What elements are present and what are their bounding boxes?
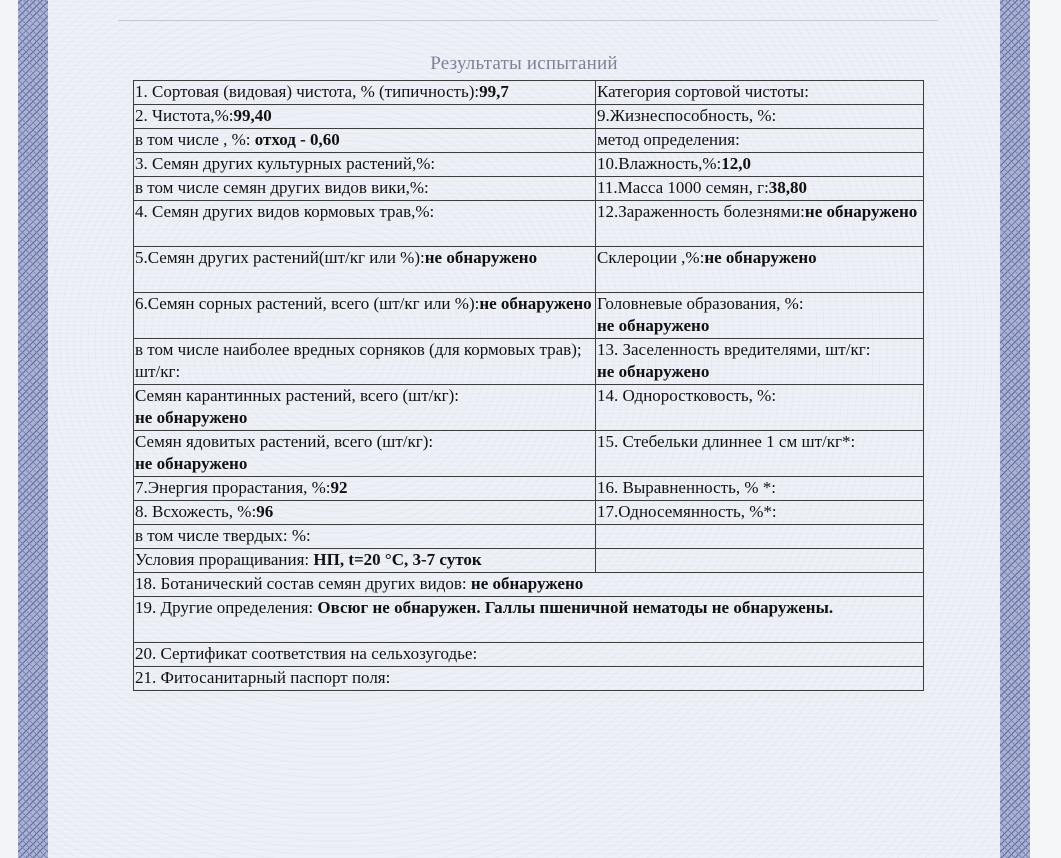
cell-empty [596, 549, 924, 573]
cell-other-plants: 5.Семян других растений(шт/кг или %):не обнаружено [134, 247, 596, 293]
cell-conformity-certificate: 20. Сертификат соответствия на сельхозугодье: [134, 643, 924, 667]
cell-weed-seeds: 6.Семян сорных растений, всего (шт/кг или %):не обнаружено [134, 293, 596, 339]
cell-germination: 8. Всхожесть, %:96 [134, 501, 596, 525]
cell-waste: в том числе , %: отход - 0,60 [134, 129, 596, 153]
cell-harmful-weeds: в том числе наиболее вредных сорняков (для кормовых трав); шт/кг: [134, 339, 596, 385]
cell-method: метод определения: [596, 129, 924, 153]
page-edge-right [1030, 0, 1061, 858]
table-row [134, 431, 924, 477]
cell-other-determinations: 19. Другие определения: Овсюг не обнаружен. Галлы пшеничной нематоды не обнаружены. [134, 597, 924, 643]
cell-disease-infection: 12.Зараженность болезнями:не обнаружено [596, 201, 924, 247]
table-row [134, 129, 924, 153]
cell-moisture: 10.Влажность,%:12,0 [596, 153, 924, 177]
top-rule [118, 20, 938, 21]
cell-empty [596, 525, 924, 549]
cell-germination-conditions: Условия проращивания: НП, t=20 °С, 3-7 суток [134, 549, 596, 573]
cell-purity: 2. Чистота,%:99,40 [134, 105, 596, 129]
table-row [134, 667, 924, 691]
results-table [133, 80, 924, 691]
cell-phytosanitary-passport: 21. Фитосанитарный паспорт поля: [134, 667, 924, 691]
table-row [134, 293, 924, 339]
table-row [134, 597, 924, 643]
cell-pest-infestation: 13. Заселенность вредителями, шт/кг: не обнаружено [596, 339, 924, 385]
table-row [134, 501, 924, 525]
cell-single-sprout: 14. Однoростковость, %: [596, 385, 924, 431]
table-row [134, 573, 924, 597]
table-row [134, 201, 924, 247]
table-row [134, 385, 924, 431]
cell-quarantine-plants: Семян карантинных растений, всего (шт/кг): не обнаружено [134, 385, 596, 431]
table-row [134, 105, 924, 129]
page-title: Результаты испытаний [430, 53, 618, 74]
page-edge-left [0, 0, 18, 858]
table-row [134, 643, 924, 667]
ornamental-border-left [18, 0, 48, 858]
certificate-page [48, 0, 1000, 858]
table-row [134, 247, 924, 293]
table-row [134, 525, 924, 549]
cell-other-crops: 3. Семян других культурных растений,%: [134, 153, 596, 177]
cell-botanical-composition: 18. Ботанический состав семян других видов: не обнаружено [134, 573, 924, 597]
cell-evenness: 16. Выравненность, % *: [596, 477, 924, 501]
cell-stalks-longer: 15. Стебельки длиннее 1 см шт/кг*: [596, 431, 924, 477]
table-row [134, 339, 924, 385]
cell-viability: 9.Жизнеспособность, %: [596, 105, 924, 129]
cell-sort-purity: 1. Сортовая (видовая) чистота, % (типичность):99,7 [134, 81, 596, 105]
cell-poisonous-plants: Семян ядовитых растений, всего (шт/кг): не обнаружено [134, 431, 596, 477]
cell-sclerotia: Склероции ,%:не обнаружено [596, 247, 924, 293]
cell-other-forage-grasses: 4. Семян других видов кормовых трав,%: [134, 201, 596, 247]
cell-hard-seeds: в том числе твердых: %: [134, 525, 596, 549]
cell-purity-category: Категория сортовой чистоты: [596, 81, 924, 105]
table-row [134, 177, 924, 201]
cell-other-vetch: в том числе семян других видов вики,%: [134, 177, 596, 201]
table-row [134, 549, 924, 573]
cell-thousand-seed-mass: 11.Масса 1000 семян, г:38,80 [596, 177, 924, 201]
table-row [134, 477, 924, 501]
table-row [134, 81, 924, 105]
cell-germination-energy: 7.Энергия прорастания, %:92 [134, 477, 596, 501]
cell-smut-formations: Головневые образования, %: не обнаружено [596, 293, 924, 339]
cell-monogermity: 17.Односемянность, %*: [596, 501, 924, 525]
table-row [134, 153, 924, 177]
ornamental-border-right [1000, 0, 1030, 858]
